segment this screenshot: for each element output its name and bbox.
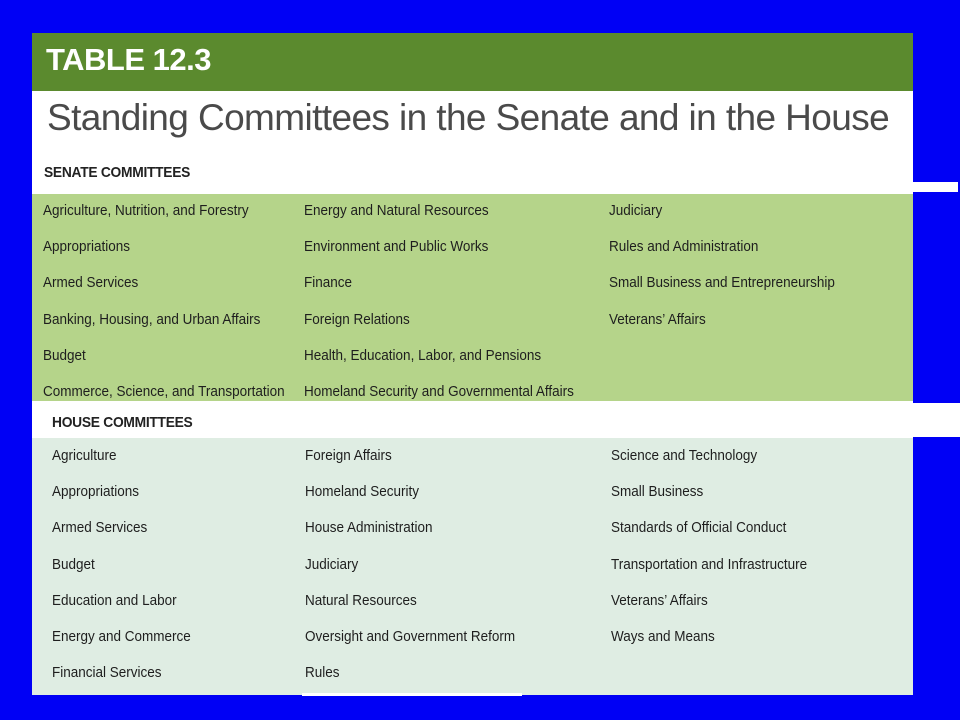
house-column-1 [52,442,206,695]
senate-committee-item: Judiciary [609,202,663,219]
house-committee-item: Rules [305,664,340,682]
house-committee-item: Standards of Official Conduct [611,519,787,537]
house-committee-item: Foreign Affairs [305,447,392,464]
table-header-bar [32,33,913,91]
house-committee-item: Veterans’ Affairs [611,591,708,609]
house-committee-item: Judiciary [305,555,359,573]
senate-committee-item: Rules and Administration [609,238,759,256]
senate-committee-item: Agriculture, Nutrition, and Forestry [43,202,249,219]
senate-column-3 [609,197,860,342]
senate-committee-item: Health, Education, Labor, and Pensions [304,346,542,364]
house-column-3 [611,442,829,659]
senate-committee-item: Environment and Public Works [304,238,489,256]
senate-committee-item: Armed Services [43,274,139,292]
bottom-line-decoration [302,693,522,696]
house-committee-item: Oversight and Government Reform [305,627,516,645]
senate-committee-item: Banking, Housing, and Urban Affairs [43,310,261,328]
house-committee-item: Science and Technology [611,447,758,464]
senate-committee-item: Foreign Relations [304,310,410,328]
senate-column-1 [43,197,311,414]
senate-committee-item: Energy and Natural Resources [304,202,489,219]
committees-table [32,33,913,695]
edge-line-decoration [913,403,960,437]
house-committee-item: Budget [52,555,95,573]
senate-committee-item: Commerce, Science, and Transportation [43,382,285,400]
senate-committee-item: Finance [304,274,353,292]
house-committees-band [32,438,913,695]
house-committee-item: Financial Services [52,664,162,682]
senate-committee-item: Appropriations [43,238,131,256]
senate-committee-item: Homeland Security and Governmental Affairs [304,382,574,400]
senate-committee-item: Small Business and Entrepreneurship [609,274,835,292]
house-committee-item: Education and Labor [52,591,177,609]
senate-section-heading: SENATE COMMITTEES [44,164,191,181]
edge-line-decoration [913,182,958,192]
house-committee-item: Ways and Means [611,627,715,645]
house-committee-item: Homeland Security [305,483,420,501]
senate-committee-item: Budget [43,346,86,364]
senate-column-2 [304,197,604,414]
house-column-2 [305,442,538,695]
house-committee-item: Transportation and Infrastructure [611,555,808,573]
table-title: Standing Committees in the Senate and in the House [47,97,890,138]
senate-committees-band [32,194,913,401]
table-number-label: TABLE 12.3 [46,42,211,77]
house-committee-item: Small Business [611,483,704,501]
house-committee-item: Agriculture [52,447,117,464]
house-committee-item: Energy and Commerce [52,627,191,645]
house-committee-item: Armed Services [52,519,148,537]
house-committee-item: Appropriations [52,483,140,501]
senate-committee-item: Veterans’ Affairs [609,310,706,328]
house-section-heading: HOUSE COMMITTEES [52,414,193,431]
house-committee-item: House Administration [305,519,433,537]
house-committee-item: Natural Resources [305,591,417,609]
